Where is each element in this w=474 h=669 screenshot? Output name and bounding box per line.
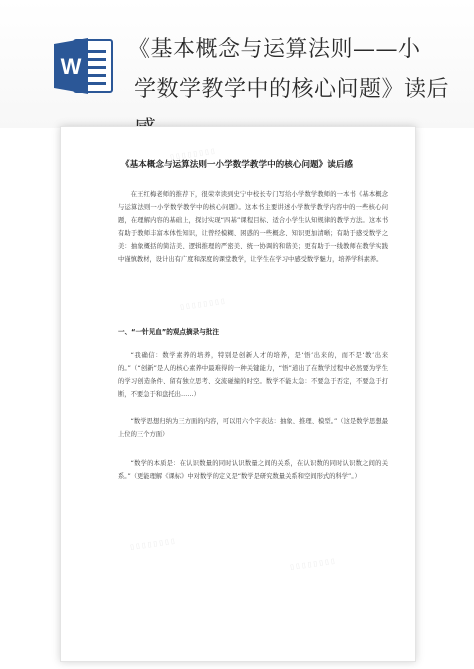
banner-title-line-1: 《基本概念与运算法则——小 (128, 37, 421, 62)
watermark: ▯▯▯▯▯▯▯▯ (289, 556, 338, 572)
word-document-icon (52, 34, 116, 98)
quote-paragraph-2: “数学思想归纳为三方面的内容，可以用六个字表达：抽象、推理、模型。”（这是数学思想最上位的三个方面） (118, 418, 388, 439)
intro-paragraph: 在王红梅老师的推荐下，很荣幸读到史宁中校长专门写给小学数学教师的一本书《基本概念与运算法则一小学数学教学中的核心问题》。这本书主要讲述小学数学教学内容中的一些核心问题，在理解内容的基础上，探讨实现“四基”课程目标、适合小学生认知规律的教学方法。这本书有助于教师丰富本体性知识，让曾经模糊、困惑的一些概念、知识更加清晰；有助于感受数学之美：抽象概括的简洁美、逻辑推理的严密美、统一协调的和谐美；更有助于一线教师在教学实践中谨慎教材，设计出有广度和深度的课堂教学，让学生在学习中感受数学魅力，培养学科素养。 (118, 191, 388, 264)
word-logo-letter: W (60, 54, 82, 79)
watermark: ▯▯▯▯▯▯▯▯ (169, 146, 218, 162)
quote-paragraph-1: “我确信：数学素养的培养，特别是创新人才的培养，是‘悟’出来的，而不是‘教’出来的。”（“创新”是人的核心素养中最难得的一种关键能力，“悟”道出了在数学过程中必然要为学生的学习创造条件、留有独立思考、交流碰撞的时空。数学不能太急：不要急于否定，不要急于打断，不要急于和盘托出……） (118, 352, 388, 399)
watermark: ▯▯▯▯▯▯▯▯ (179, 296, 228, 312)
watermark: ▯▯▯▯▯▯▯▯ (129, 536, 178, 552)
banner-title-line-2: 学数学教学中的核心问题》读后 (134, 77, 450, 102)
section-heading: 一、“一针见血”的观点摘录与批注 (118, 328, 219, 336)
quote-paragraph-3: “数学的本质是：在认识数量的同时认识数量之间的关系，在认识数的同时认识数之间的关系。”（更能理解《课标》中对数学的定义是“数学是研究数量关系和空间形式的科学”。） (118, 460, 388, 481)
document-title: 《基本概念与运算法则一小学数学教学中的核心问题》读后感 (120, 160, 354, 170)
banner (0, 0, 474, 128)
